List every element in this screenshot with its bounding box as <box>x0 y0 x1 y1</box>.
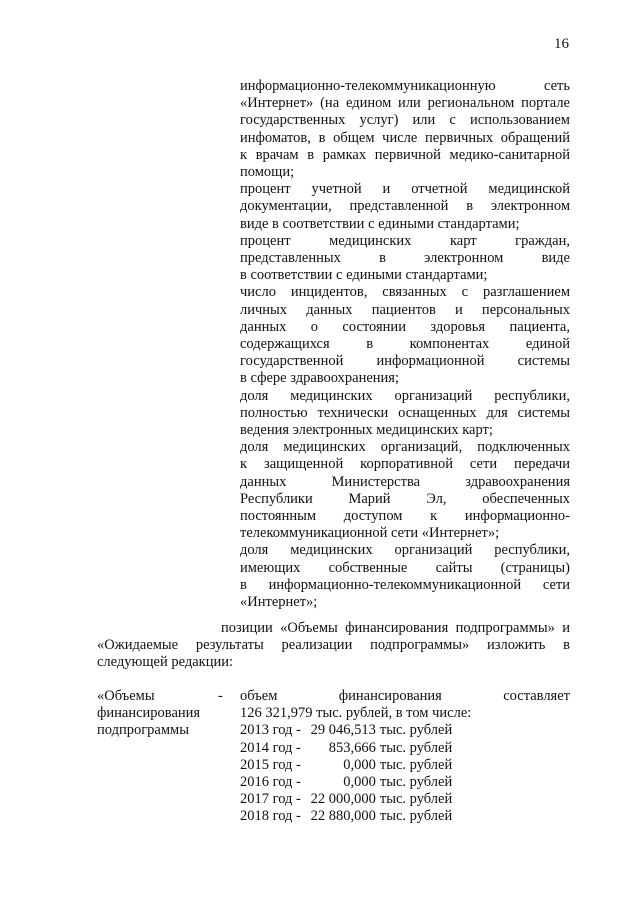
indicator-line: в информационно-телекоммуникационной сети <box>240 576 570 593</box>
funding-year: 2015 год - <box>240 756 301 773</box>
funding-year-row <box>240 740 570 757</box>
indicator-line: доля медицинских организаций республики, <box>240 387 570 404</box>
funding-years <box>240 722 570 825</box>
funding-unit: тыс. рублей <box>379 774 453 791</box>
indicator-line: виде в соответствии с едиными стандартами; <box>240 215 520 232</box>
funding-year: 2014 год - <box>240 739 301 756</box>
indicator-line: число инцидентов, связанных с разглашением <box>240 284 570 301</box>
funding-amount: 22 000,000 <box>310 791 376 808</box>
indicator-line: данных о состоянии здоровья пациента, <box>240 318 570 335</box>
funding-unit: тыс. рублей <box>379 739 453 756</box>
indicator-line: к защищенной корпоративной сети передачи <box>240 456 570 473</box>
funding-intro: объем финансирования составляет <box>240 688 570 704</box>
funding-amount: 853,666 <box>328 739 376 756</box>
funding-year: 2018 год - <box>240 808 301 825</box>
paragraph-line: «Ожидаемые результаты реализации подпрограммы» изложить в <box>97 637 570 654</box>
funding-label-line: финансирования <box>97 705 201 722</box>
funding-label <box>97 688 217 740</box>
indicator-line: представленных в электронном виде <box>240 250 570 267</box>
indicator-line: документации, представленной в электронном <box>240 198 570 215</box>
amendment-paragraph <box>97 620 570 672</box>
funding-label-line: «Объемы <box>97 688 155 704</box>
indicator-line: Республики Марий Эл, обеспеченных <box>240 490 570 507</box>
indicator-line: в сфере здравоохранения; <box>240 370 399 387</box>
funding-year: 2013 год - <box>240 722 301 739</box>
paragraph-line: позиции «Объемы финансирования подпрограммы» и <box>221 620 570 636</box>
indicator-line: «Интернет» (на едином или региональном портале <box>240 95 570 112</box>
indicator-line: личных данных пациентов и персональных <box>240 301 570 318</box>
indicator-line: доля медицинских организаций, подключенных <box>240 439 570 456</box>
indicator-line: доля медицинских организаций республики, <box>240 542 570 559</box>
funding-unit: тыс. рублей <box>379 722 453 739</box>
funding-amount: 0,000 <box>343 756 376 773</box>
indicator-line: постоянным доступом к информационно- <box>240 508 570 525</box>
indicator-line: информационно-телекоммуникационную сеть <box>240 78 570 94</box>
indicator-line: инфоматов, в общем числе первичных обращений <box>240 129 570 146</box>
funding-total: 126 321,979 тыс. рублей, в том числе: <box>240 705 472 722</box>
funding-amount: 0,000 <box>343 774 376 791</box>
indicator-line: «Интернет»; <box>240 594 318 611</box>
indicator-line: государственных услуг) или с использованием <box>240 112 570 129</box>
indicator-line: государственной информационной системы <box>240 353 570 370</box>
indicator-line: ведения электронных медицинских карт; <box>240 422 493 439</box>
indicator-line: процент учетной и отчетной медицинской <box>240 181 570 198</box>
funding-year-row <box>240 774 570 791</box>
funding-dash: - <box>218 688 223 704</box>
funding-year-row <box>240 722 570 739</box>
funding-year: 2017 год - <box>240 791 301 808</box>
funding-unit: тыс. рублей <box>379 756 453 773</box>
indicator-list <box>240 78 570 611</box>
funding-amount: 29 046,513 <box>310 722 376 739</box>
funding-year-row <box>240 757 570 774</box>
funding-year-row <box>240 791 570 808</box>
funding-details <box>240 688 570 826</box>
funding-amount: 22 880,000 <box>310 808 376 825</box>
page-number: 16 <box>554 36 569 52</box>
indicator-line: к врачам в рамках первичной медико-санитарной <box>240 146 570 163</box>
funding-label-line: подпрограммы <box>97 722 189 739</box>
indicator-line: имеющих собственные сайты (страницы) <box>240 559 570 576</box>
funding-year: 2016 год - <box>240 774 301 791</box>
indicator-line: содержащихся в компонентах единой <box>240 336 570 353</box>
paragraph-line: следующей редакции: <box>97 654 234 671</box>
funding-unit: тыс. рублей <box>379 808 453 825</box>
indicator-line: в соответствии с едиными стандартами; <box>240 267 488 284</box>
indicator-line: данных Министерства здравоохранения <box>240 473 570 490</box>
indicator-line: помощи; <box>240 164 295 181</box>
indicator-line: полностью технически оснащенных для системы <box>240 404 570 421</box>
funding-year-row <box>240 808 570 825</box>
indicator-line: процент медицинских карт граждан, <box>240 232 570 249</box>
funding-unit: тыс. рублей <box>379 791 453 808</box>
indicator-line: телекоммуникационной сети «Интернет»; <box>240 525 500 542</box>
